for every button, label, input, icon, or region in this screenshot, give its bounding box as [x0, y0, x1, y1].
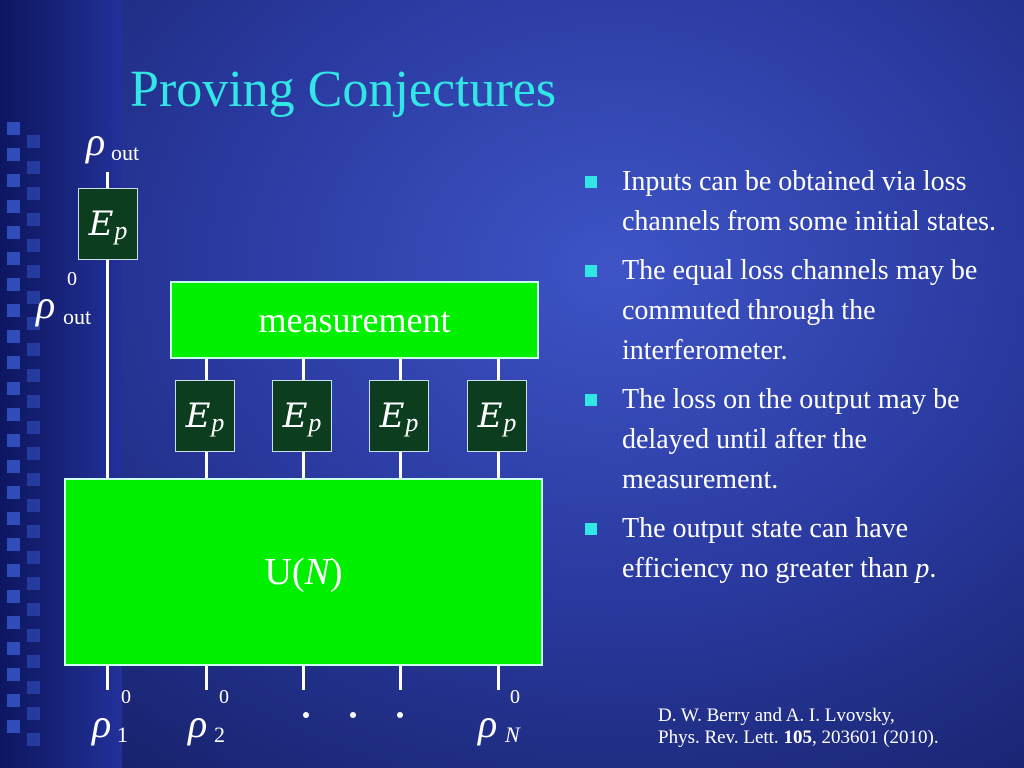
bullet-list — [585, 162, 1015, 598]
decor-square — [7, 564, 20, 577]
rho-input-1-subscript: 1 — [117, 722, 128, 747]
decor-square — [7, 668, 20, 681]
bullet-square-icon — [585, 523, 597, 535]
wire-3-lower — [399, 451, 402, 478]
decor-square — [27, 577, 40, 590]
decor-square — [27, 629, 40, 642]
bullet-item — [585, 251, 1015, 371]
bullet-square-icon — [585, 265, 597, 277]
ellipsis-dot — [303, 712, 309, 718]
decor-square — [27, 265, 40, 278]
unitary-box — [64, 478, 543, 666]
wire-1-lower — [205, 451, 208, 478]
rho-input-1-symbol: ρ — [92, 701, 112, 746]
rho-input-N-superscript: 0 — [510, 686, 520, 708]
output-wire-main — [106, 260, 109, 478]
decor-square — [27, 395, 40, 408]
citation-authors: D. W. Berry and A. I. Lvovsky, — [658, 705, 895, 726]
bullet-item — [585, 509, 1015, 589]
decor-square — [7, 486, 20, 499]
decor-square — [27, 343, 40, 356]
bullet-square-icon — [585, 394, 597, 406]
wire-2-upper — [302, 358, 305, 380]
loss-symbol: E — [88, 204, 114, 244]
decor-square — [7, 538, 20, 551]
decor-square — [7, 434, 20, 447]
loss-sub: p — [503, 408, 517, 437]
decor-square — [7, 460, 20, 473]
decor-square — [27, 239, 40, 252]
decor-square — [7, 408, 20, 421]
decor-square — [7, 720, 20, 733]
wire-2-lower — [302, 451, 305, 478]
decor-square — [27, 499, 40, 512]
loss-channel-box-1 — [175, 380, 235, 452]
input-wire-3 — [399, 666, 402, 690]
bullet-square-icon — [585, 176, 597, 188]
slide-title: Proving Conjectures — [130, 61, 557, 118]
loss-channel-box-3 — [369, 380, 429, 452]
decor-square — [7, 148, 20, 161]
bullet-item — [585, 380, 1015, 500]
rho-input-N-subscript: N — [505, 722, 520, 747]
wire-3-upper — [399, 358, 402, 380]
bullet-text: The loss on the output may be delayed until after the measurement. — [622, 384, 960, 495]
input-wire-extra — [106, 666, 109, 690]
decor-square — [7, 304, 20, 317]
decor-square — [27, 681, 40, 694]
decor-square — [27, 525, 40, 538]
wire-4-upper — [497, 358, 500, 380]
decor-square — [7, 278, 20, 291]
decor-square — [27, 135, 40, 148]
citation — [658, 705, 939, 749]
decor-square — [7, 382, 20, 395]
decor-square — [27, 213, 40, 226]
rho-out-symbol: ρ — [86, 119, 106, 164]
decor-square — [7, 122, 20, 135]
citation-journal: Phys. Rev. Lett. — [658, 727, 779, 748]
rho-out-subscript: out — [111, 140, 140, 165]
input-wire-2 — [302, 666, 305, 690]
rho-input-N-symbol: ρ — [478, 701, 498, 746]
unitary-label: U(N) — [264, 551, 343, 593]
decor-square — [7, 330, 20, 343]
decor-square — [27, 421, 40, 434]
rho-out0-superscript: 0 — [67, 268, 77, 290]
decor-square — [27, 473, 40, 486]
loss-channel-box-output — [78, 188, 138, 260]
wire-1-upper — [205, 358, 208, 380]
loss-channel-box-4 — [467, 380, 527, 452]
rho-out0-subscript: out — [63, 304, 92, 329]
decor-square — [7, 174, 20, 187]
loss-channel-box-2 — [272, 380, 332, 452]
decor-square — [27, 369, 40, 382]
ellipsis-dot — [350, 712, 356, 718]
loss-sub: p — [308, 408, 322, 437]
decor-square — [7, 694, 20, 707]
decor-square — [7, 616, 20, 629]
loss-symbol: E — [282, 396, 308, 436]
decor-square — [7, 590, 20, 603]
loss-sub: p — [211, 408, 225, 437]
loss-sub: p — [114, 216, 128, 245]
decor-square — [7, 200, 20, 213]
input-wire-1 — [205, 666, 208, 690]
rho-input-1-superscript: 0 — [121, 686, 131, 708]
rho-input-2-symbol: ρ — [188, 701, 208, 746]
bullet-text: Inputs can be obtained via loss channels from some initial states. — [622, 166, 997, 237]
decor-square — [7, 356, 20, 369]
input-wire-4 — [497, 666, 500, 690]
ellipsis-dot — [397, 712, 403, 718]
decor-square — [27, 551, 40, 564]
bullet-text: The equal loss channels may be commuted through the interferometer. — [622, 255, 978, 366]
rho-out0-symbol: ρ — [36, 282, 56, 327]
loss-sub: p — [405, 408, 419, 437]
wire-4-lower — [497, 451, 500, 478]
loss-symbol: E — [379, 396, 405, 436]
decor-square — [27, 187, 40, 200]
loss-symbol: E — [477, 396, 503, 436]
decor-square — [27, 655, 40, 668]
rho-input-2-superscript: 0 — [219, 686, 229, 708]
bullet-item — [585, 162, 1015, 242]
decor-square — [27, 161, 40, 174]
citation-volume: 105 — [783, 727, 812, 748]
decor-square — [27, 707, 40, 720]
decor-square — [7, 226, 20, 239]
bullet-text: The output state can have efficiency no greater than p. — [622, 513, 937, 584]
loss-symbol: E — [185, 396, 211, 436]
decor-square — [27, 733, 40, 746]
measurement-label: measurement — [258, 300, 451, 340]
decor-square — [7, 512, 20, 525]
decor-square — [27, 447, 40, 460]
decor-square — [7, 252, 20, 265]
rho-input-2-subscript: 2 — [214, 722, 225, 747]
decor-square — [27, 603, 40, 616]
decor-square — [7, 642, 20, 655]
citation-details: , 203601 (2010). — [811, 727, 939, 748]
output-wire-top — [106, 172, 109, 188]
measurement-box — [170, 281, 539, 359]
